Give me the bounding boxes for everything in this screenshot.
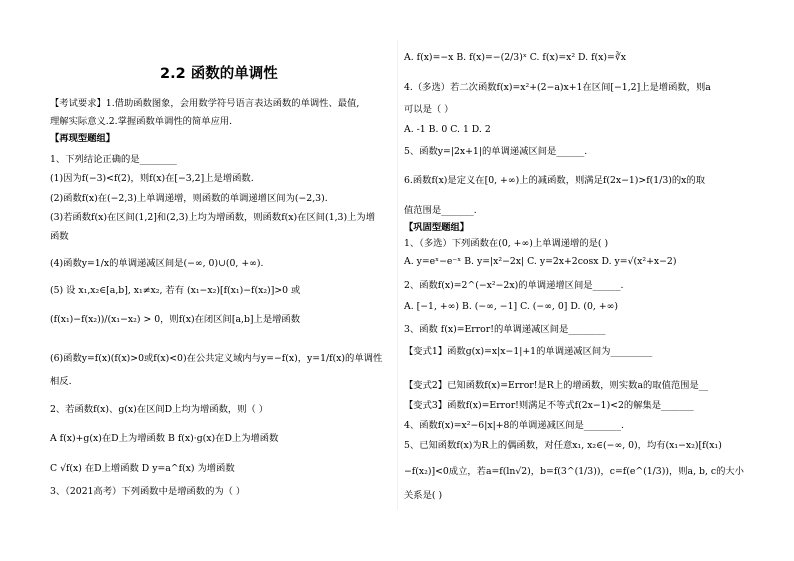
question-line: 4、函数f(x)=x²−6|x|+8的单调递减区间是________. — [404, 420, 624, 431]
option-line: A. f(x)=−x B. f(x)=−(2/3)ˣ C. f(x)=x² D. f(x)=∛x — [404, 52, 626, 63]
section-heading: 【巩固型题组】 — [404, 222, 470, 233]
question-line: 函数 — [50, 231, 69, 242]
page-title: 2.2 函数的单调性 — [160, 66, 278, 82]
option-line: A. y=eˣ−e⁻ˣ B. y=|x²−2x| C. y=2x+2cosx D. y=√(x²+x−2) — [404, 256, 677, 267]
variant-line: 【变式2】已知函数f(x)=Error!是R上的增函数，则实数a的取值范围是__ — [404, 380, 709, 391]
question-line: 5、函数y=|2x+1|的单调递减区间是______. — [404, 146, 588, 157]
question-line: 3、函数 f(x)=Error!的单调递减区间是________ — [404, 324, 606, 335]
question-line: −f(x₂)]<0成立，若a=f(ln√2)，b=f(3^(1/3))，c=f(e^(1/3))，则a, b, c的大小 — [404, 466, 744, 477]
question-line: 5、已知函数f(x)为R上的偶函数，对任意x₁, x₂∈(−∞, 0)，均有(x₁−x₂)[f(x₁) — [404, 440, 722, 451]
option-line: A. -1 B. 0 C. 1 D. 2 — [404, 124, 491, 135]
exam-requirement-line: 【考试要求】1.借助函数图象，会用数学符号语言表达函数的单调性、最值, — [50, 98, 360, 109]
question-line: 6.函数f(x)是定义在[0, +∞)上的减函数，则满足f(2x−1)>f(1/3)的x的取 — [404, 175, 706, 186]
option-line: A f(x)+g(x)在D上为增函数 B f(x)·g(x)在D上为增函数 — [50, 433, 279, 444]
question-line: (f(x₁)−f(x₂))/(x₁−x₂) > 0，则f(x)在闭区间[a,b]上是增函数 — [50, 314, 301, 325]
question-line: 2、函数f(x)=2^(−x²−2x)的单调递增区间是______. — [404, 280, 624, 291]
question-line: 2、若函数f(x)、g(x)在区间D上均为增函数，则（ ） — [50, 404, 269, 415]
question-line: 1、（多选）下列函数在(0, +∞)上单调递增的是( ) — [404, 238, 609, 249]
question-line: (6)函数y=f(x)(f(x)>0或f(x)<0)在公共定义域内与y=−f(x)，y=1/f(x)的单调性 — [50, 353, 383, 364]
question-line: 1、下列结论正确的是________ — [50, 154, 177, 165]
question-line: 相反. — [50, 376, 72, 387]
question-line: (1)因为f(−3)<f(2)，则f(x)在[−3,2]上是增函数. — [50, 173, 254, 184]
column-divider — [397, 40, 398, 510]
question-line: 值范围是_______. — [404, 205, 477, 216]
question-line: (3)若函数f(x)在区间(1,2]和(2,3)上均为增函数，则函数f(x)在区间(1,3)上为增 — [50, 212, 375, 223]
question-line: (4)函数y=1/x的单调递减区间是(−∞, 0)∪(0, +∞). — [50, 258, 264, 269]
exam-requirement-line: 理解实际意义.2.掌握函数单调性的简单应用. — [50, 116, 233, 127]
question-line: (2)函数f(x)在(−2,3)上单调递增，则函数的单调递增区间为(−2,3). — [50, 193, 328, 204]
option-line: C √f(x) 在D上增函数 D y=a^f(x) 为增函数 — [50, 463, 235, 474]
question-line: 可以是（ ） — [404, 104, 454, 115]
question-line: 4.（多选）若二次函数f(x)=x²+(2−a)x+1在区间[−1,2]上是增函数，则a — [404, 82, 711, 93]
question-line: 关系是( ) — [404, 490, 443, 501]
question-line: 3、（2021高考）下列函数中是增函数的为（ ） — [50, 486, 246, 497]
section-heading: 【再现型题组】 — [50, 133, 116, 144]
question-line: (5) 设 x₁,x₂∈[a,b], x₁≠x₂, 若有 (x₁−x₂)[f(x₁)−f(x₂)]>0 或 — [50, 285, 301, 296]
option-line: A. [−1, +∞) B. (−∞, −1] C. (−∞, 0] D. (0, +∞) — [404, 301, 618, 312]
variant-line: 【变式3】函数f(x)=Error!则满足不等式f(2x−1)<2的解集是_______ — [404, 400, 694, 411]
variant-line: 【变式1】函数g(x)=x|x−1|+1的单调递减区间为_________ — [404, 346, 653, 357]
